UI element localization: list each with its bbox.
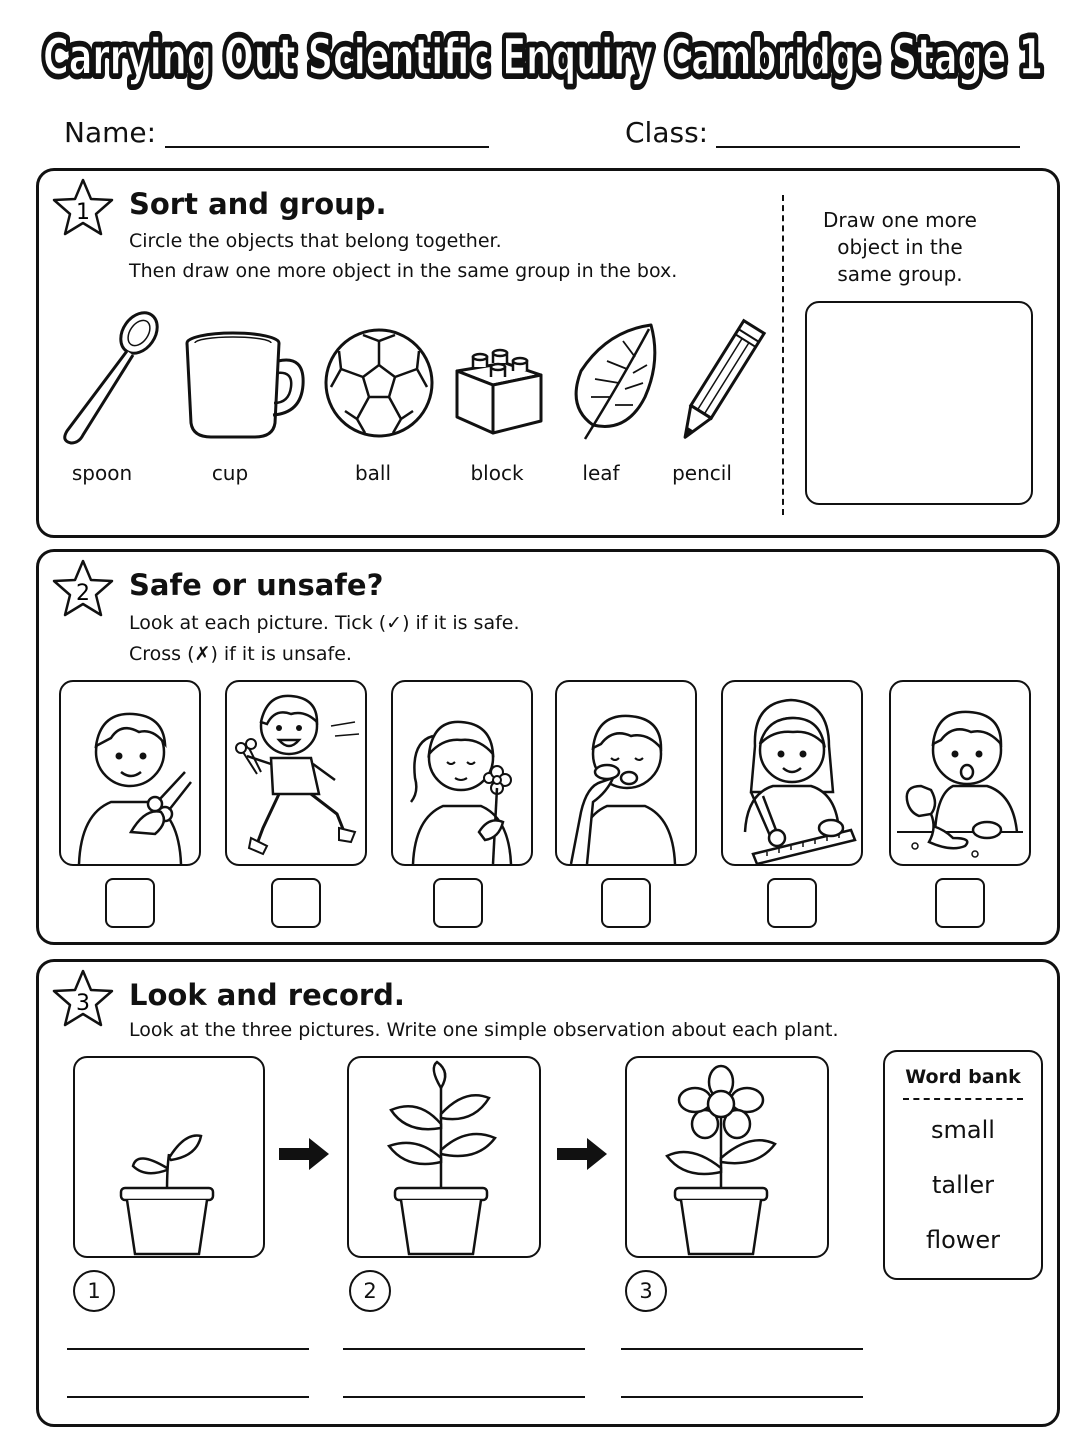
svg-text:1: 1 xyxy=(76,200,90,225)
word-bank xyxy=(883,1050,1043,1280)
worksheet-title xyxy=(0,8,1086,98)
name-label: Name: xyxy=(64,116,157,149)
plant-picture-3 xyxy=(625,1056,829,1258)
ball-icon[interactable] xyxy=(323,327,433,467)
word-bank-word: small xyxy=(931,1116,995,1144)
block-icon[interactable] xyxy=(451,341,561,481)
writing-line[interactable] xyxy=(621,1348,863,1350)
picture-girl-smelling-flower xyxy=(391,680,533,866)
plant-picture-2 xyxy=(347,1056,541,1258)
tick-box-6[interactable] xyxy=(935,878,985,928)
spoon-icon[interactable] xyxy=(51,307,161,447)
instruction-line-2: Cross (✗) if it is unsafe. xyxy=(129,643,352,665)
plant-picture-1 xyxy=(73,1056,265,1258)
divider xyxy=(903,1098,1023,1100)
name-field[interactable] xyxy=(165,146,489,148)
section-look-and-record xyxy=(36,959,1060,1427)
section-sort-and-group xyxy=(36,168,1060,538)
class-label: Class: xyxy=(625,116,709,149)
instruction: Look at the three pictures. Write one simple observation about each plant. xyxy=(129,1019,839,1041)
object-label-ball: ball xyxy=(354,461,392,485)
picture-girl-drawing-with-ruler xyxy=(721,680,863,866)
arrow-icon xyxy=(555,1134,609,1174)
word-bank-word: taller xyxy=(931,1171,995,1199)
tick-box-4[interactable] xyxy=(601,878,651,928)
svg-text:Carrying Out Scientific Enquir: Carrying Out Scientific Enquiry Cambridge Stage 1 xyxy=(43,28,1043,86)
instruction-line-2: Then draw one more object in the same group in the box. xyxy=(129,260,678,282)
leaf-icon[interactable] xyxy=(567,321,677,461)
title-text: Carrying Out Scientific Enquiry Cambridge Stage 1 xyxy=(43,28,1043,86)
drawing-box[interactable] xyxy=(805,301,1033,505)
section-safe-or-unsafe xyxy=(36,549,1060,945)
arrow-icon xyxy=(277,1134,331,1174)
picture-number-1: 1 xyxy=(73,1270,115,1312)
picture-boy-putting-object-in-mouth xyxy=(555,680,697,866)
picture-number-3: 3 xyxy=(625,1270,667,1312)
tick-box-5[interactable] xyxy=(767,878,817,928)
svg-text:3: 3 xyxy=(76,991,90,1016)
writing-line[interactable] xyxy=(343,1348,585,1350)
object-label-leaf: leaf xyxy=(582,461,620,485)
star-number-badge xyxy=(51,558,115,618)
writing-line[interactable] xyxy=(67,1348,309,1350)
picture-boy-spilling-water xyxy=(889,680,1031,866)
object-label-pencil: pencil xyxy=(672,461,732,485)
instruction-line-1: Look at each picture. Tick (✓) if it is safe. xyxy=(129,612,520,634)
star-number-badge xyxy=(51,177,115,237)
divider xyxy=(782,195,784,515)
writing-line[interactable] xyxy=(343,1396,585,1398)
tick-box-3[interactable] xyxy=(433,878,483,928)
writing-line[interactable] xyxy=(67,1396,309,1398)
svg-text:2: 2 xyxy=(76,581,90,606)
picture-boy-holding-scissors xyxy=(59,680,201,866)
word-bank-title: Word bank xyxy=(905,1066,1021,1088)
cup-icon[interactable] xyxy=(181,319,311,459)
word-bank-word: flower xyxy=(925,1226,1001,1254)
section-title: Safe or unsafe? xyxy=(129,568,384,602)
class-field[interactable] xyxy=(716,146,1020,148)
object-label-cup: cup xyxy=(211,461,249,485)
section-title: Look and record. xyxy=(129,978,405,1012)
picture-boy-running-with-scissors xyxy=(225,680,367,866)
draw-note: Draw one more object in the same group. xyxy=(823,208,977,286)
object-label-spoon: spoon xyxy=(71,461,133,485)
writing-line[interactable] xyxy=(621,1396,863,1398)
star-number-badge xyxy=(51,968,115,1028)
instruction-line-1: Circle the objects that belong together. xyxy=(129,230,502,252)
section-title: Sort and group. xyxy=(129,187,387,221)
object-label-block: block xyxy=(470,461,524,485)
pencil-icon[interactable] xyxy=(669,313,779,453)
tick-box-1[interactable] xyxy=(105,878,155,928)
tick-box-2[interactable] xyxy=(271,878,321,928)
picture-number-2: 2 xyxy=(349,1270,391,1312)
